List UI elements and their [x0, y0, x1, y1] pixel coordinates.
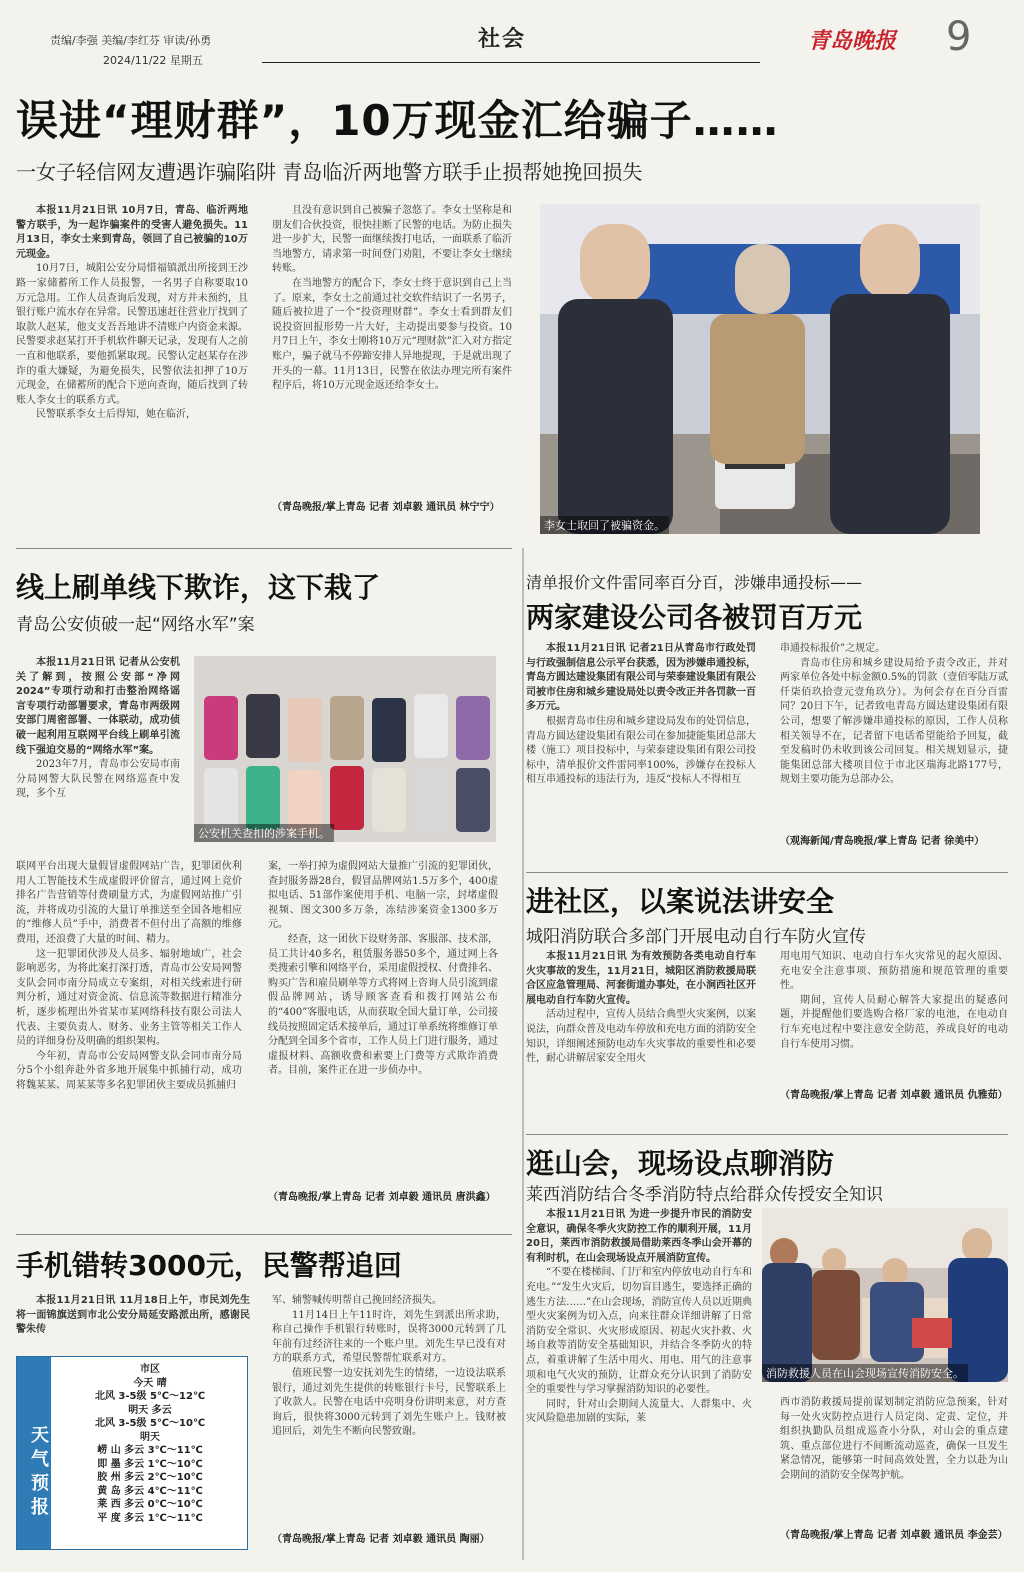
article5-column-1 — [526, 1208, 752, 1558]
photo-caption: 公安机关查扣的涉案手机。 — [194, 824, 334, 842]
article2-column-1-top — [16, 656, 180, 856]
header-rule — [262, 62, 760, 63]
fire-safety-photo — [762, 1208, 1008, 1382]
paragraph: 在当地警方的配合下，李女士终于意识到自己上当了。原来，李女士之前通过社交软件结识了一名男子，随后被拉进了一个“投资理财群”。李女士看到群友们说投资回报形势一片大好，主动提出要参与投资。10月7日上午，李女士刚将10万元“理财款”汇入对方指定账户，骗子就马不停蹄安排人异地提现，于是就出现了开头的一幕。11月13日，民警在依法办理完所有案件程序后，将10万元现金返还给李女士。 — [272, 277, 512, 392]
weather-line: 胶 州 多云 2℃～10℃ — [97, 1472, 203, 1483]
paragraph: 本报11月21日讯 为进一步提升市民的消防安全意识，确保冬季火灾防控工作的顺利开展，11月20日，莱西市消防救援局借助莱西冬季山会开幕的有利时机，在山会现场设点开展消防宣传。 — [526, 1209, 752, 1264]
divider — [526, 872, 1008, 873]
paragraph: 值班民警一边安抚刘先生的情绪，一边设法联系银行，通过刘先生提供的转账银行卡号，民警联系上了收款人。民警在电话中亮明身份讲明来意，对方查询后，很快将3000元转到了刘先生账户上。钱财被追回后，刘先生不断向民警致谢。 — [272, 1367, 506, 1438]
photo-caption: 李女士取回了被骗资金。 — [540, 516, 669, 534]
weather-box — [16, 1356, 248, 1550]
paragraph: 联网平台出现大量假冒虚假网站广告，犯罪团伙利用人工智能技术生成虚假评价留言，通过网上竞价排名广告营销等付费刷量方式，为虚假网站推广引流，并将成功引流的大量订单推送至全国各地相应的“维修人员”手中，消费者不但付出了高额的维修费用，还浪费了大量的时间、精力。 — [16, 861, 242, 945]
article2-column-1-bottom — [16, 860, 242, 1226]
paragraph: 经查，这一团伙下设财务部、客服部、技术部，员工共计40多名，租赁服务器50多个，通过网上各类搜索引擎和网络平台，采用虚假授权、付费排名、购买广告和雇员刷单等方式将网上咨询人员引流到虚假品牌网站，诱导顾客查看和拨打网站公布的“400”客服电话，从而获取全国大量订单，公司接线员按照固定话术接单后，通过订单系统将维修订单分配到全国多个省市，工作人员上门进行服务，通过虚报材料、高额收费和索要上门费等方式欺诈消费者。目前，案件正在进一步侦办中。 — [268, 933, 498, 1077]
weather-line: 明天 — [140, 1431, 160, 1443]
paragraph: 本报11月21日讯 11月18日上午，市民刘先生将一面锦旗送到市北公安分局延安路派出所，感谢民警朱传 — [16, 1295, 250, 1336]
subhead-water-army: 青岛公安侦破一起“网络水军”案 — [16, 615, 255, 635]
paragraph: 案，一举打掉为虚假网站大量推广引流的犯罪团伙，查封服务器28台，假冒品牌网站1.5万多个，400虚拟电话、51部作案使用手机、电脑一宗，封堵虚假视频、图文300多万条，冻结涉案资金1300多万元。 — [268, 861, 498, 931]
subhead-finance-group: 一女子轻信网友遭遇诈骗陷阱 青岛临沂两地警方联手止损帮她挽回损失 — [16, 160, 643, 184]
section-title: 社会 — [478, 27, 527, 52]
weather-line: 北风 3-5级 5℃～10℃ — [94, 1418, 206, 1429]
headline-mountain-fair: 逛山会，现场设点聊消防 — [526, 1147, 835, 1180]
photo-illustration — [762, 1208, 1008, 1382]
weather-label: 天气预报 — [17, 1357, 51, 1549]
paragraph: 同时，针对山会期间人流量大、人群集中、火灾风险隐患加剧的实际，莱 — [526, 1398, 752, 1425]
paragraph: 这一犯罪团伙涉及人员多、辐射地域广，社会影响恶劣，为将此案打深打透，青岛市公安局网警支队会同市南分局成立专案组，对相关线索进行研判分析，通过对资金流、信息流等数据进行精准分析，逐步梳理出外省某市某网络科技有限公司法人代表、主要负责人、财务、业务主管等相关工作人员的详细身份及明确的组织架构。 — [16, 948, 242, 1048]
article1-byline: （青岛晚报/掌上青岛 记者 刘卓毅 通讯员 林宁宁） — [272, 502, 500, 513]
paragraph: 活动过程中，宣传人员结合典型火灾案例，以案说法，向群众普及电动车停放和充电方面的消防安全知识，详细阐述预防电动车火灾事故的重要性和必要性，耐心讲解居家安全用火 — [526, 1009, 756, 1065]
weather-line: 平 度 多云 1℃～11℃ — [97, 1512, 203, 1524]
headline-community-fire: 进社区，以案说法讲安全 — [526, 885, 835, 918]
weather-line: 黄 岛 多云 4℃～11℃ — [97, 1485, 203, 1497]
paragraph: 11月14日上午11时许，刘先生到派出所求助，称自己操作手机银行转账时，误将3000元转到了几年前有过经济往来的一个账户里。刘先生早已没有对方的联系方式，希望民警帮忙联系对方。 — [272, 1309, 506, 1365]
paragraph: 且没有意识到自己被骗子忽悠了。李女士坚称是和朋友们合伙投资，很快挂断了民警的电话。为防止损失进一步扩大，民警一面继续拨打电话，一面联系了临沂当地警方，请求第一时间登门劝阻，不要让李女士继续转账。 — [272, 205, 512, 275]
article2-column-2 — [268, 860, 498, 1186]
paragraph: 串通投标报价”之规定。 — [780, 643, 886, 654]
headline-bidding: 两家建设公司各被罚百万元 — [526, 601, 863, 634]
article5-column-2 — [780, 1396, 1008, 1526]
paragraph: 本报11月21日讯 为有效预防各类电动自行车火灾事故的发生，11月21日，城阳区消防救援局联合区应急管理局、河套街道办事处，在小涧西社区开展电动自行车防火宣传。 — [526, 951, 756, 1006]
photo-illustration — [540, 204, 980, 534]
headline-water-army: 线上刷单线下欺诈，这下栽了 — [16, 571, 381, 604]
paragraph: 期间，宣传人员耐心解答大家提出的疑惑问题，并提醒他们要选购合格厂家的电池，在电动自行车充电过程中要注意安全防范，养成良好的电动自行车使用习惯。 — [780, 994, 1008, 1050]
article1-column-2 — [272, 204, 512, 498]
weather-line: 即 墨 多云 1℃～10℃ — [97, 1458, 203, 1470]
divider — [16, 1234, 512, 1235]
article3-column-2 — [780, 642, 1008, 842]
issue-date: 2024/11/22 星期五 — [103, 54, 203, 67]
photo-illustration — [194, 656, 496, 842]
subhead-mountain-fair: 莱西消防结合冬季消防特点给群众传授安全知识 — [526, 1185, 883, 1205]
newspaper-brand: 青岛晚报 — [808, 28, 897, 54]
weather-line: 今天 晴 — [133, 1377, 167, 1389]
article5-byline: （青岛晚报/掌上青岛 记者 刘卓毅 通讯员 李金芸） — [780, 1530, 1008, 1541]
page-number: 9 — [946, 14, 972, 60]
phones-photo — [194, 656, 496, 842]
paragraph: 本报11月21日讯 记者从公安机关了解到，按照公安部“净网2024”专项行动和打击整治网络谣言专项行动部署要求，青岛市两级网安部门周密部署、一体联动，成功侦破一起利用互联网平台线上刷单引流线下强迫交易的“网络水军”案。 — [16, 657, 180, 756]
paragraph: 用电用气知识、电动自行车火灾常见的起火原因、充电安全注意事项、预防措施和规范管理的重要性。 — [780, 951, 1008, 992]
paragraph: 本报11月21日讯 10月7日，青岛、临沂两地警方联手，为一起诈骗案件的受害人避免损失。11月13日，李女士来到青岛，领回了自己被骗的10万元现金。 — [16, 205, 248, 260]
paragraph: 民警联系李女士后得知，她在临沂， — [36, 409, 196, 421]
article3-byline: （观海新闻/青岛晚报/掌上青岛 记者 徐美中） — [780, 836, 985, 847]
headline-finance-group: 误进“理财群”，10万现金汇给骗子…… — [16, 96, 779, 145]
paragraph: 10月7日，城阳公安分局惜福镇派出所接到王沙路一家储蓄所工作人员报警，一名男子自称要取10万元急用。工作人员查询后发现，对方并未预约，且银行账户流水存在异常。民警迅速赶往营业厅找到了取款人赵某，他支支吾吾地讲不清账户内资金来源。民警要求赵某打开手机软件聊天记录，发现有人之前一直和他联系，要他抓紧取现。民警认定赵某存在涉诈的重大嫌疑，为避免损失，民警依法扣押了10万元现金，在储蓄所的配合下逆向查询，随后找到了转账人李女士的联系方式。 — [16, 263, 248, 406]
editors-line: 责编/李强 美编/李红芬 审读/孙勇 — [50, 34, 212, 47]
article4-column-2 — [780, 950, 1008, 1086]
article1-column-1 — [16, 204, 248, 538]
article6-column-1 — [16, 1294, 250, 1346]
weather-line: 明天 多云 — [128, 1404, 172, 1416]
paragraph: 军、辅警喊传明帮自己挽回经济损失。 — [272, 1295, 442, 1306]
article3-column-1 — [526, 642, 756, 862]
paragraph: “不要在楼梯间、门厅和室内停放电动自行车和充电。”“发生火灾后，切勿盲目逃生，要选择正确的逃生方法……”在山会现场，消防宣传人员以近期典型火灾案例为切入点，向来往群众详细讲解了日常消防安全常识、火灾形成原因、初起火灾扑救、火场自救等消防安全基础知识，并结合冬季防火的特点，着重讲解了生活中用火、用电、用气的注意事项和电气火灾的预防，让群众充分认识到了消防安全的重要性与学习掌握消防知识的必要性。 — [526, 1267, 752, 1396]
divider — [16, 548, 512, 549]
paragraph: 本报11月21日讯 记者21日从青岛市行政处罚与行政强制信息公示平台获悉，因为涉嫌串通投标，青岛方圆达建设集团有限公司与荣泰建设集团有限公司被市住房和城乡建设局处以责令改正并各罚款一百多万元。 — [526, 643, 756, 713]
paragraph: 根据青岛市住房和城乡建设局发布的处罚信息，青岛方圆达建设集团有限公司在参加捷能集团总部大楼（施工）项目投标中，与荣泰建设集团有限公司投标中，清单报价文件雷同率100%，涉嫌存在投标人相互串通投标的违法行为，违反“投标人不得相互 — [526, 715, 756, 786]
divider — [526, 1134, 1008, 1135]
article2-byline: （青岛晚报/掌上青岛 记者 刘卓毅 通讯员 唐洪鑫） — [268, 1192, 496, 1203]
weather-forecast-list — [57, 1363, 243, 1525]
police-station-photo — [540, 204, 980, 534]
article6-byline: （青岛晚报/掌上青岛 记者 刘卓毅 通讯员 陶丽） — [272, 1534, 490, 1545]
paragraph: 2023年7月，青岛市公安局市南分局网警大队民警在网络巡查中发现，多个互 — [16, 759, 180, 800]
article4-column-1 — [526, 950, 756, 1126]
weather-line: 崂 山 多云 3℃～11℃ — [97, 1445, 203, 1456]
article6-column-2 — [272, 1294, 506, 1532]
paragraph: 今年初，青岛市公安局网警支队会同市南分局分5个小组奔赴外省多地开展集中抓捕行动，成功将魏某某、周某某等多名犯罪团伙主要成员抓捕归 — [16, 1050, 242, 1091]
weather-line: 市区 — [140, 1364, 160, 1375]
subhead-community-fire: 城阳消防联合多部门开展电动自行车防火宣传 — [526, 927, 866, 947]
weather-line: 莱 西 多云 0℃～10℃ — [97, 1499, 203, 1510]
article4-byline: （青岛晚报/掌上青岛 记者 刘卓毅 通讯员 仇雅茹） — [780, 1090, 1008, 1101]
photo-caption: 消防救援人员在山会现场宣传消防安全。 — [762, 1364, 968, 1382]
headline-phone-transfer: 手机错转3000元，民警帮追回 — [16, 1249, 402, 1282]
weather-line: 北风 3-5级 5℃～12℃ — [94, 1391, 206, 1402]
paragraph: 西市消防救援局提前谋划制定消防应急预案，针对每一处火灾防控点进行人员定岗、定责、定位，并组织执勤队员组成巡查小分队，对山会的重点建筑、重点部位进行不间断流动巡查，确保一旦发生紧急情况，能够第一时间高效处置，全力以赴为山会期间的消防安全保驾护航。 — [780, 1397, 1008, 1481]
column-divider — [522, 548, 524, 1560]
kicker-bidding: 清单报价文件雷同率百分百，涉嫌串通投标—— — [526, 573, 863, 592]
paragraph: 青岛市住房和城乡建设局给予责令改正，并对两家单位各处中标金额0.5%的罚款（壹佰零陆万贰仟柒佰玖拾壹元壹角玖分）。为何会存在百分百雷同？20日下午，记者致电青岛方圆达建设集团有限公司，想要了解涉嫌串通投标的原因，工作人员称相关领导不在，记者留下电话希望能给予回复，截至发稿时仍未收到该公司回复。相关规划显示，捷能集团总部大楼项目位于市北区瑞海北路177号，规划主要功能为总部办公。 — [780, 657, 1008, 786]
